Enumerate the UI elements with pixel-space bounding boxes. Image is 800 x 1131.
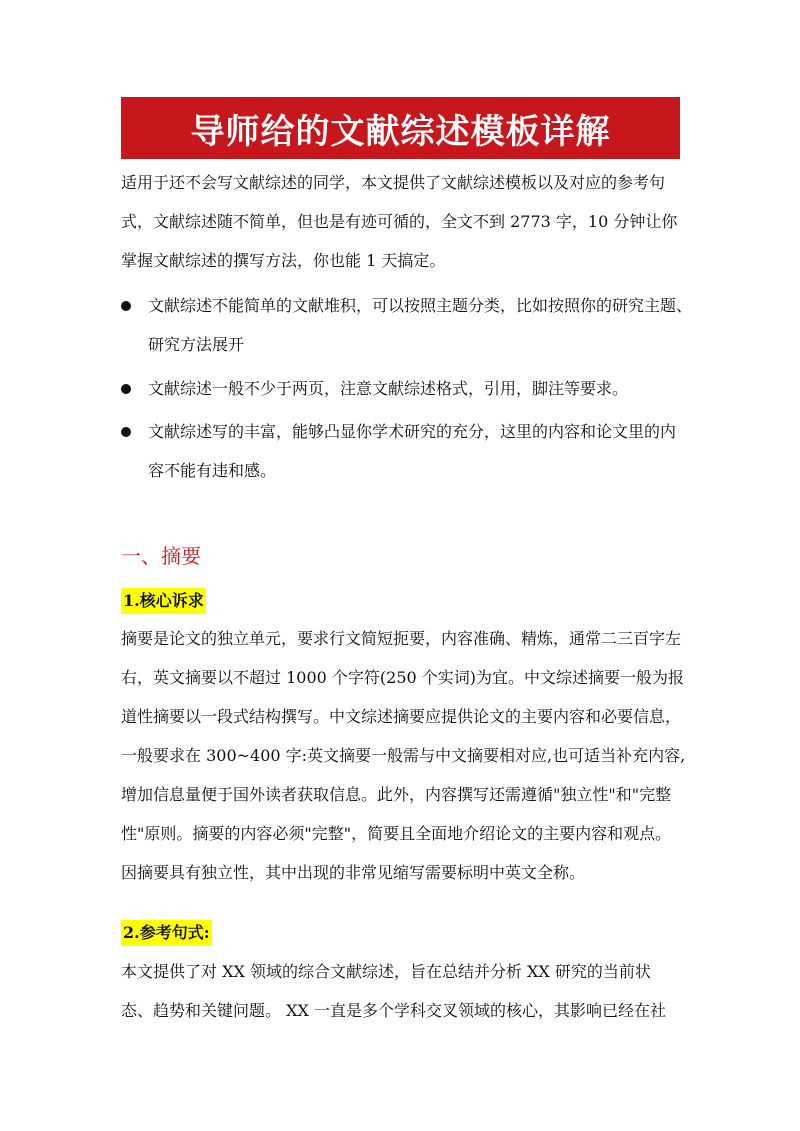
- body-line: 增加信息量便于国外读者获取信息。此外，内容撰写还需遵循"独立性"和"完整: [121, 785, 672, 804]
- intro-line: 掌握文献综述的撰写方法，你也能 1 天搞定。: [121, 251, 446, 270]
- subheading-highlight: 2.参考句式:: [121, 920, 212, 946]
- body-line: 本文提供了对 XX 领域的综合文献综述，旨在总结并分析 XX 研究的当前状: [121, 962, 651, 981]
- body-line: 摘要是论文的独立单元，要求行文简短扼要，内容准确、精炼，通常二三百字左: [121, 629, 682, 648]
- intro-line: 适用于还不会写文献综述的同学，本文提供了文献综述模板以及对应的参考句: [121, 173, 666, 192]
- bullet-item: [121, 286, 693, 364]
- abstract-paragraph: [121, 619, 686, 892]
- bullet-item: [121, 369, 683, 408]
- document-title: 导师给的文献综述模板详解: [190, 111, 611, 152]
- section-heading: 一、摘要: [121, 544, 201, 568]
- body-line: 道性摘要以一段式结构撰写。中文综述摘要应提供论文的主要内容和必要信息，: [121, 707, 682, 726]
- body-line: 性"原则。摘要的内容必须"完整"，简要且全面地介绍论文的主要内容和观点。: [121, 824, 672, 843]
- bullet-dot-icon: [121, 427, 131, 437]
- bullet-line: 研究方法展开: [148, 335, 245, 354]
- bullet-dot-icon: [121, 301, 131, 311]
- bullet-line: 文献综述写的丰富，能够凸显你学术研究的充分，这里的内容和论文里的内: [148, 422, 677, 441]
- subheading-highlight: 1.核心诉求: [121, 588, 206, 614]
- bullet-dot-icon: [121, 384, 131, 394]
- intro-paragraph: [121, 163, 683, 280]
- body-line: 因摘要具有独立性，其中出现的非常见缩写需要标明中英文全称。: [121, 863, 586, 882]
- title-banner: [121, 97, 680, 159]
- bullet-item: [121, 412, 683, 490]
- bullet-line: 文献综述一般不少于两页，注意文献综述格式，引用，脚注等要求。: [148, 379, 629, 398]
- body-line: 态、趋势和关键问题。 XX 一直是多个学科交叉领域的核心，其影响已经在社: [121, 1001, 666, 1020]
- reference-paragraph: [121, 952, 683, 1030]
- bullet-line: 容不能有违和感。: [148, 461, 277, 480]
- body-line: 右，英文摘要以不超过 1000 个字符(250 个实词)为宜。中文综述摘要一般为报: [121, 668, 685, 687]
- bullet-line: 文献综述不能简单的文献堆积，可以按照主题分类，比如按照你的研究主题、: [148, 296, 693, 315]
- body-line: 一般要求在 300~400 字:英文摘要一般需与中文摘要相对应,也可适当补充内容,: [121, 746, 686, 765]
- intro-line: 式，文献综述随不简单，但也是有迹可循的，全文不到 2773 字，10 分钟让你: [121, 212, 678, 231]
